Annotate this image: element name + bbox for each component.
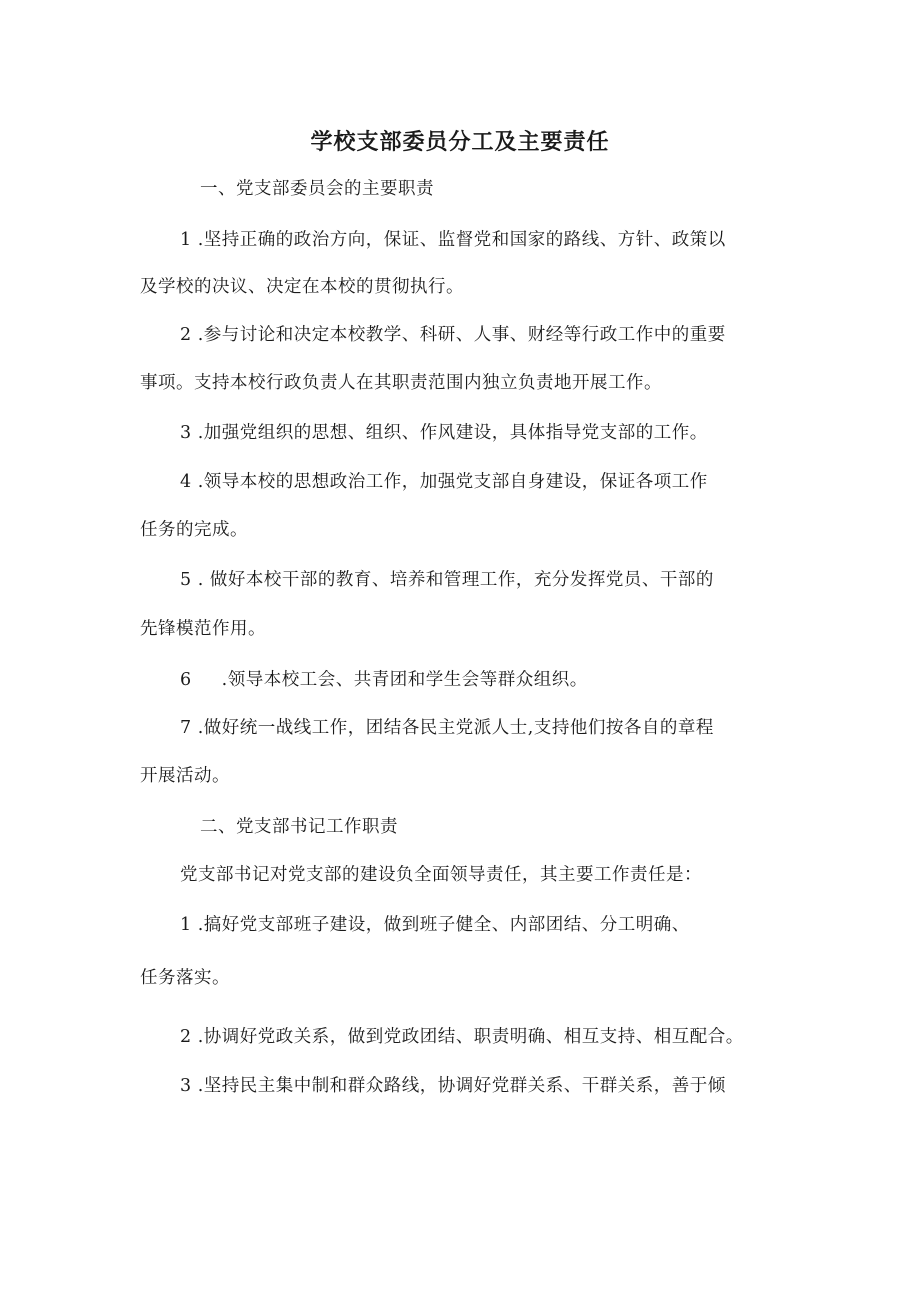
item-continuation: 任务落实。 — [140, 968, 230, 988]
item-continuation: 先锋模范作用。 — [140, 619, 266, 639]
item-text: .坚持正确的政治方向，保证、监督党和国家的路线、方针、政策以 — [197, 230, 726, 250]
item-number: 4 — [180, 472, 192, 492]
list-item-line — [180, 225, 780, 255]
item-number: 2 — [180, 325, 192, 345]
item-number: 6 — [180, 670, 192, 690]
item-continuation: 事项。支持本校行政负责人在其职责范围内独立负责地开展工作。 — [140, 373, 662, 393]
item-text: .领导本校的思想政治工作，加强党支部自身建设，保证各项工作 — [197, 472, 708, 492]
list-item-line — [180, 320, 780, 350]
section-heading-1: 一、党支部委员会的主要职责 — [200, 179, 434, 199]
item-number: 2 — [180, 1027, 192, 1047]
item-number: 5 — [180, 570, 192, 590]
item-continuation: 及学校的决议、决定在本校的贯彻执行。 — [140, 277, 464, 297]
item-number: 3 — [180, 1076, 192, 1096]
document-title: 学校支部委员分工及主要责任 — [310, 130, 610, 155]
item-text: .参与讨论和决定本校教学、科研、人事、财经等行政工作中的重要 — [197, 325, 726, 345]
list-item-line — [180, 565, 780, 595]
item-text: . 做好本校干部的教育、培养和管理工作，充分发挥党员、干部的 — [197, 570, 714, 590]
list-item-line — [180, 467, 780, 497]
item-text: .领导本校工会、共青团和学生会等群众组织。 — [221, 670, 588, 690]
item-text: .搞好党支部班子建设，做到班子健全、内部团结、分工明确、 — [197, 915, 690, 935]
list-item-line — [180, 1022, 780, 1052]
list-item-line — [180, 713, 780, 743]
item-number: 1 — [180, 915, 192, 935]
item-number: 1 — [180, 230, 192, 250]
item-number: 7 — [180, 718, 192, 738]
item-number: 3 — [180, 423, 192, 443]
list-item-line — [180, 910, 780, 940]
item-continuation: 开展活动。 — [140, 766, 230, 786]
item-text: .坚持民主集中制和群众路线，协调好党群关系、干群关系，善于倾 — [197, 1076, 726, 1096]
item-text: .加强党组织的思想、组织、作风建设，具体指导党支部的工作。 — [197, 423, 708, 443]
item-text: .协调好党政关系，做到党政团结、职责明确、相互支持、相互配合。 — [197, 1027, 744, 1047]
item-text: .做好统一战线工作，团结各民主党派人士,支持他们按各自的章程 — [197, 718, 714, 738]
list-item-line — [180, 665, 780, 695]
section-heading-2: 二、党支部书记工作职责 — [200, 817, 398, 837]
section-intro: 党支部书记对党支部的建设负全面领导责任，其主要工作责任是： — [180, 865, 702, 885]
list-item-line — [180, 418, 780, 448]
item-continuation: 任务的完成。 — [140, 520, 248, 540]
list-item-line — [180, 1071, 780, 1101]
